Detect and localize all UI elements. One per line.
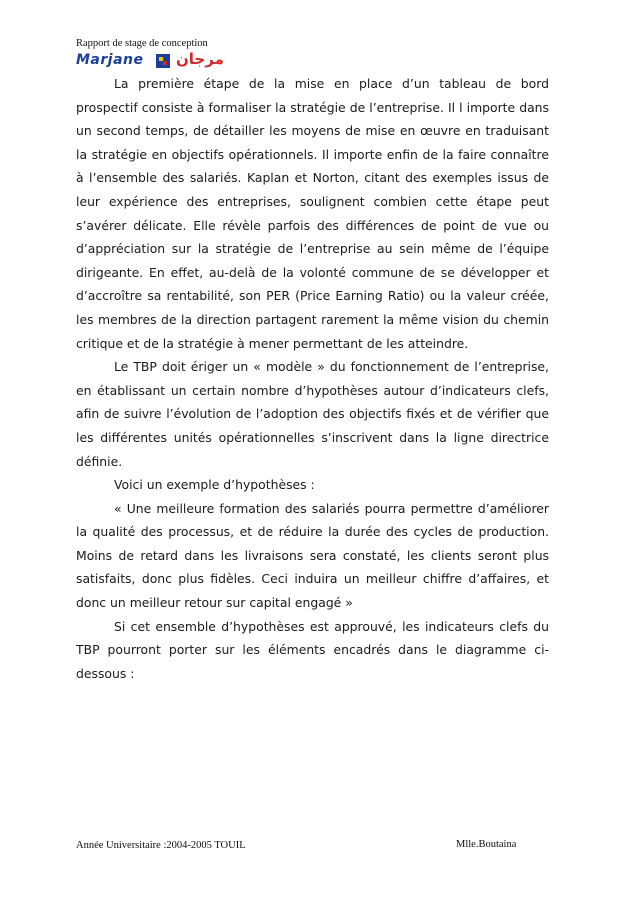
paragraph-tbp-model: Le TBP doit ériger un « modèle » du fonctionnement de l’entreprise, en établissant un certain nombre d’hypothèses autour d’indicateurs clefs, afin de suivre l’évolution de l’adoption des objectifs fixés et de vérifier que les différentes unités opérationnelles s’inscrivent dans la ligne directrice définie. <box>76 359 549 469</box>
paragraph-hypotheses-quote: « Une meilleure formation des salariés pourra permettre d’améliorer la qualité des processus, et de réduire la durée des cycles de production. Moins de retard dans les livraisons sera constaté, les clients seront plus satisfaits, donc plus fidèles. Ceci induira un meilleur chiffre d’affaires, et donc un meilleur retour sur capital engagé » <box>76 500 549 611</box>
marjane-logo <box>76 52 276 70</box>
footer-academic-year: Année Universitaire :2004-2005 TOUIL <box>76 840 246 851</box>
paragraph-example-intro: Voici un exemple d’hypothèses : <box>114 477 315 493</box>
document-body <box>76 72 549 685</box>
footer-author: Mlle.Boutaina <box>456 839 517 850</box>
report-header-title: Rapport de stage de conception <box>76 38 208 49</box>
paragraph-strategy: La première étape de la mise en place d’un tableau de bord prospectif consiste à formaliser la stratégie de l’entreprise. Il l importe dans un second temps, de détailler les moyens de mise en œuvre en traduisant la stratégie en objectifs opérationnels. Il importe enfin de la faire connaître à l’ensemble des salariés. Kaplan et Norton, citant des exemples issus de leur expérience des entreprises, soulignent combien cette étape peut s’avérer délicate. Elle révèle parfois des différences de point de vue ou d’appréciation sur la stratégie de l’entreprise au sein même de l’équipe dirigeante. En effet, au-delà de la volonté commune de se développer et d’accroître sa rentabilité, son PER (Price Earning Ratio) ou la valeur créée, les membres de la direction partagent rarement la même vision du chemin critique et de la stratégie à mener permettant de les atteindre. <box>76 76 549 351</box>
logo-emblem-icon <box>156 54 170 68</box>
logo-arabic-text: مرجان <box>176 50 224 68</box>
paragraph-indicators: Si cet ensemble d’hypothèses est approuvé, les indicateurs clefs du TBP pourront porter sur les éléments encadrés dans le diagramme ci-dessous : <box>76 618 549 681</box>
logo-latin-text: Marjane <box>76 52 144 68</box>
